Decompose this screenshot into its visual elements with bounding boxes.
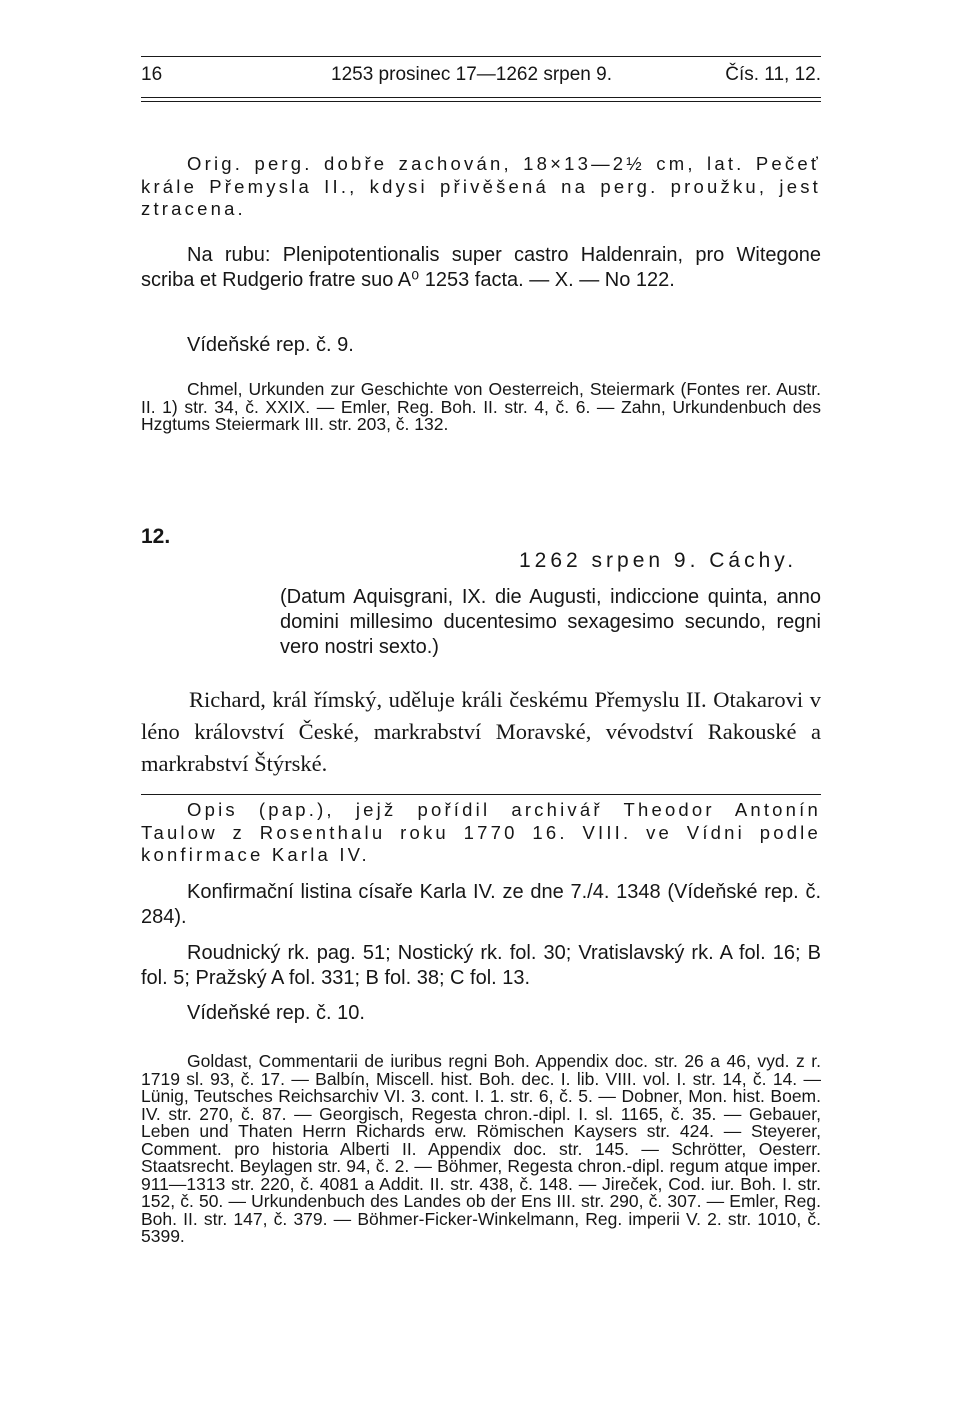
header-bottom-rule-2 — [141, 101, 821, 102]
date-place-line — [519, 549, 797, 573]
confirmation-note: Konfirmační listina císaře Karla IV. ze dne 7./4. 1348 (Vídeňské rep. č. 284). — [141, 881, 821, 928]
header-top-rule — [141, 56, 821, 57]
regest-rule — [141, 794, 821, 795]
manuscript-list: Roudnický rk. pag. 51; Nostický rk. fol. 30; Vratislavský rk. A fol. 16; B fol. 5; Pražský A fol. 331; B fol. 38; C fol. 13. — [141, 942, 821, 989]
header-date-range: 1253 prosinec 17—1262 srpen 9. — [331, 64, 612, 85]
header-bottom-rule — [141, 97, 821, 98]
regest: Richard, král římský, uděluje králi českému Přemyslu II. Otakarovi v léno království České, markrabství Moravské, vévodství Rakouské a markrabství Štýrské. — [141, 687, 821, 776]
doc12-repertory: Vídeňské rep. č. 10. — [187, 1002, 365, 1024]
doc11-dorsal-note: Na rubu: Plenipotentionalis super castro Haldenrain, pro Witegone scriba et Rudgerio fratre suo A⁰ 1253 facta. — X. — No 122. — [141, 244, 821, 291]
doc11-description: Orig. perg. dobře zachován, 18×13—2½ cm, lat. Pečeť krále Přemysla II., kdysi přivěšená na perg. proužku, jest ztracena. — [141, 153, 821, 219]
datum-clause: (Datum Aquisgrani, IX. die Augusti, indiccione quinta, anno domini millesimo ducentesimo sexagesimo secundo, regni vero nostri sexto.) — [280, 586, 821, 658]
doc11-literature: Chmel, Urkunden zur Geschichte von Oesterreich, Steiermark (Fontes rer. Austr. II. 1) str. 34, č. XXIX. — Emler, Reg. Boh. II. str. 4, č. 6. — Zahn, Urkundenbuch des Hzgtums Steiermark III. str. 203, č. 132. — [141, 379, 821, 434]
doc11-repertory: Vídeňské rep. č. 9. — [187, 334, 354, 356]
copy-note: Opis (pap.), jejž pořídil archivář Theodor Antonín Taulow z Rosenthalu roku 1770 16. VIII. ve Vídni podle konfirmace Karla IV. — [141, 799, 821, 865]
header-document-numbers: Čís. 11, 12. — [725, 64, 821, 85]
document-number: 12. — [141, 525, 171, 548]
running-header — [141, 64, 821, 90]
page-number: 16 — [141, 64, 163, 85]
doc12-literature: Goldast, Commentarii de iuribus regni Boh. Appendix doc. str. 26 a 46, vyd. z r. 1719 sl. 93, č. 17. — Balbín, Miscell. hist. Boh. dec. I. lib. VIII. vol. I. str. 14, č. 14. — Lünig, Teutsches Reichsarchiv VI. 3. cont. I. 1. str. 6, č. 5. — Dobner, Mon. hist. Boem. IV. str. 270, č. 87. — Georgisch, Regesta chron.-dipl. I. sl. 1165, č. 35. — Gebauer, Leben und Thaten Herrn Richards erw. Römischen Kaysers str. 424. — Steyerer, Comment. pro historia Alberti II. Appendix doc. str. 145. — Schrötter, Oesterr. Staatsrecht. Beylagen str. 94, č. 2. — Böhmer, Regesta chron.-dipl. regum atque imper. 911—1313 str. 220, č. 4081 a Addit. II. str. 438, č. 148. — Jireček, Cod. iur. Boh. I. str. 152, č. 50. — Urkundenbuch des Landes ob der Ens III. str. 290, č. 307. — Emler, Reg. Boh. II. str. 147, č. 379. — Böhmer-Ficker-Winkelmann, Reg. imperii V. 2. str. 1010, č. 5399. — [141, 1051, 821, 1246]
date-place-text: 1262 srpen 9. Cáchy. — [519, 549, 798, 572]
